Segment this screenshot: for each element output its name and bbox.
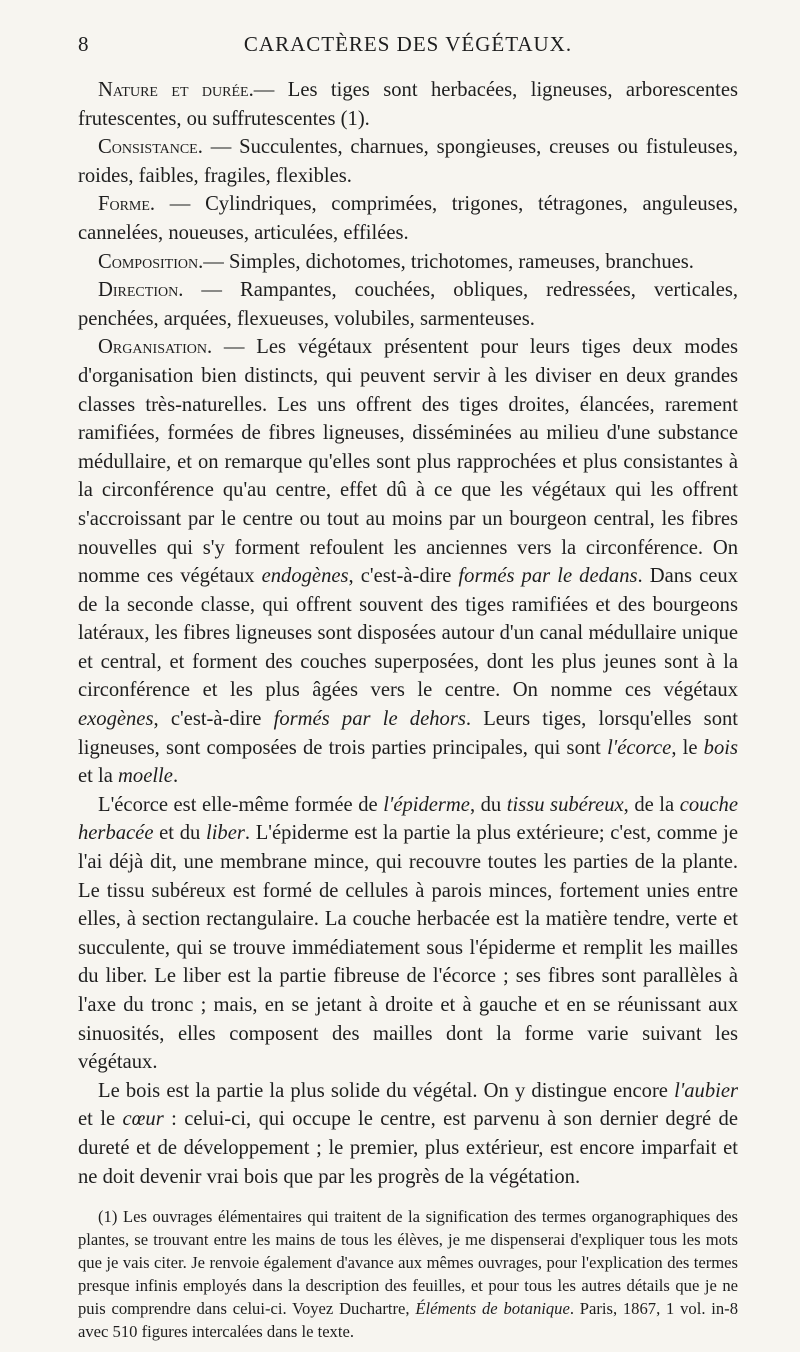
paragraph-direction: Direction. — Rampantes, couchées, obliques, redressées, verticales, penchées, arquées, flexueuses, volubiles, sarmenteuses.	[78, 279, 738, 330]
paragraph-bois: Le bois est la partie la plus solide du végétal. On y distingue encore l'aubier et le cœur : celui-ci, qui occupe le centre, est parvenu à son dernier degré de dureté et de développement ; le premier, plus extérieur, est encore imparfait et ne doit devenir vrai bois que par les progrès de la végétation.	[78, 1079, 738, 1188]
section-head: Forme.	[98, 193, 156, 216]
footnote: (1) Les ouvrages élémentaires qui traitent de la signification des termes organographiques des plantes, se trouvant entre les mains de tous les élèves, je me dispenserai d'expliquer tous les mots que je vais citer. Je renvoie également d'avance aux mêmes ouvrages, pour l'explication des termes presque infinis employés dans la description des feuilles, et pour tous les autres détails que je ne puis comprendre dans celui-ci. Voyez Duchartre, Éléments de botanique. Paris, 1867, 1 vol. in-8 avec 510 figures intercalées dans le texte.	[78, 1207, 738, 1342]
section-head: Consistance.	[98, 136, 203, 159]
paragraph-consistance: Consistance. — Succulentes, charnues, spongieuses, creuses ou fistuleuses, roides, faibles, fragiles, flexibles.	[78, 136, 738, 187]
running-head: CARACTÈRES DES VÉGÉTAUX.	[243, 32, 573, 56]
section-head: Nature et durée.	[98, 79, 254, 101]
section-head: Organisation.	[98, 336, 213, 359]
paragraph-nature: Nature et durée.— Les tiges sont herbacées, ligneuses, arborescentes frutescentes, ou suffrutescentes (1).	[78, 79, 738, 130]
term-exogenes: exogènes	[78, 708, 154, 731]
term-endogenes: endogènes	[261, 565, 349, 588]
body-text	[78, 76, 738, 1343]
section-head: Composition.	[98, 250, 204, 273]
paragraph-forme: Forme. — Cylindriques, comprimées, trigones, tétragones, anguleuses, cannelées, noueuses, articulées, effilées.	[78, 193, 738, 244]
paragraph-ecorce: L'écorce est elle-même formée de l'épiderme, du tissu subéreux, de la couche herbacée et du liber. L'épiderme est la partie la plus extérieure; c'est, comme je l'ai déjà dit, une membrane mince, qui recouvre toutes les parties de la plante. Le tissu subéreux est formé de cellules à parois minces, fortement unies entre elles, à section rectangulaire. La couche herbacée est la matière tendre, verte et succulente, qui se trouve immédiatement sous l'épiderme et remplit les mailles du liber. Le liber est la partie fibreuse de l'écorce ; ses fibres sont parallèles à l'axe du tronc ; mais, en se jetant à droite et à gauche et en se réunissant aux sinuosités, elles composent des mailles dont la forme varie suivant les végétaux.	[78, 793, 738, 1074]
page-number: 8	[78, 32, 89, 56]
page-header	[78, 32, 738, 72]
paragraph-organisation: Organisation. — Les végétaux présentent pour leurs tiges deux modes d'organisation bien distincts, qui peuvent servir à les diviser en deux grandes classes très-naturelles. Les uns offrent des tiges droites, élancées, rarement ramifiées, formées de fibres ligneuses, disséminées au milieu d'une substance médullaire, et on remarque qu'elles sont plus rapprochées et plus consistantes à la circonférence qu'au centre, effet dû à ce que les végétaux qui les offrent s'accroissant par le centre ou tout au moins par un bourgeon central, les fibres nouvelles qui s'y forment refoulent les anciennes vers la circonférence. On nomme ces végétaux endogènes, c'est-à-dire formés par le dedans. Dans ceux de la seconde classe, qui offrent souvent des tiges ramifiées et des bourgeons latéraux, les fibres ligneuses sont disposées autour d'un canal médullaire unique et central, et forment des couches superposées, dont les plus jeunes sont à la circonférence et les plus âgées vers le centre. On nomme ces végétaux exogènes, c'est-à-dire formés par le dehors. Leurs tiges, lorsqu'elles sont ligneuses, sont composées de trois parties principales, qui sont l'écorce, le bois et la moelle.	[78, 336, 739, 788]
paragraph-composition: Composition.— Simples, dichotomes, trichotomes, rameuses, branchues.	[98, 250, 694, 273]
section-head: Direction.	[98, 279, 184, 302]
